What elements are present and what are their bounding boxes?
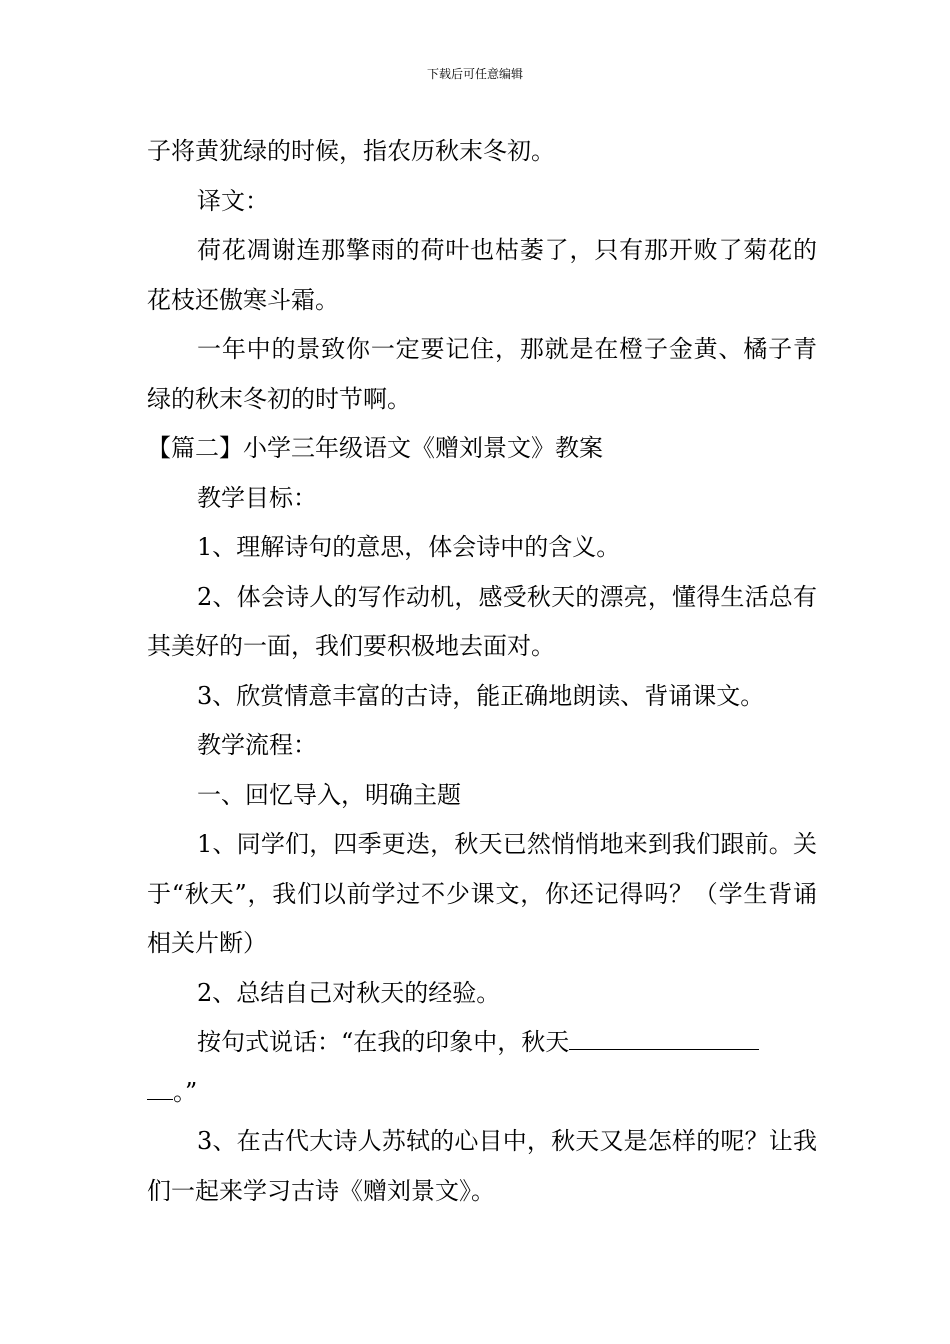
- paragraph-translation-line-1: 荷花凋谢连那擎雨的荷叶也枯萎了，只有那开败了菊花的花枝还傲寒斗霜。: [147, 236, 817, 314]
- sentence-pattern-suffix: 。”: [173, 1077, 198, 1106]
- fill-blank-line: [569, 1025, 759, 1050]
- document-body: [147, 127, 817, 1216]
- paragraph-goal-3: 3、欣赏情意丰富的古诗，能正确地朗读、背诵课文。: [197, 681, 765, 710]
- page-header: 下载后可任意编辑: [426, 67, 523, 81]
- paragraph-goal-1: 1、理解诗句的意思，体会诗中的含义。: [197, 533, 621, 561]
- paragraph-sentence-pattern: [147, 1018, 817, 1117]
- paragraph-goals-label: 教学目标：: [197, 483, 317, 512]
- paragraph-translation-label: 译文：: [197, 186, 269, 215]
- paragraph-step-3: 3、在古代大诗人苏轼的心目中，秋天又是怎样的呢？让我们一起来学习古诗《赠刘景文》。: [147, 1127, 817, 1205]
- paragraph-step-1: 1、同学们，四季更迭，秋天已然悄悄地来到我们跟前。关于“秋天”，我们以前学过不少课文，你还记得吗？（学生背诵相关片断）: [147, 830, 817, 957]
- sentence-pattern-prefix: 按句式说话：“在我的印象中，秋天: [197, 1028, 570, 1056]
- paragraph-continuation: 子将黄犹绿的时候，指农历秋末冬初。: [147, 137, 555, 165]
- fill-blank-line-end: [147, 1075, 173, 1100]
- paragraph-step-2: 2、总结自己对秋天的经验。: [197, 978, 501, 1007]
- paragraph-translation-line-2: 一年中的景致你一定要记住，那就是在橙子金黄、橘子青绿的秋末冬初的时节啊。: [147, 335, 817, 413]
- paragraph-goal-2: 2、体会诗人的写作动机，感受秋天的漂亮，懂得生活总有其美好的一面，我们要积极地去面对。: [147, 582, 817, 660]
- paragraph-step-heading: 一、回忆导入，明确主题: [197, 780, 461, 809]
- paragraph-process-label: 教学流程：: [197, 731, 317, 759]
- section-heading: 【篇二】小学三年级语文《赠刘景文》教案: [147, 434, 603, 462]
